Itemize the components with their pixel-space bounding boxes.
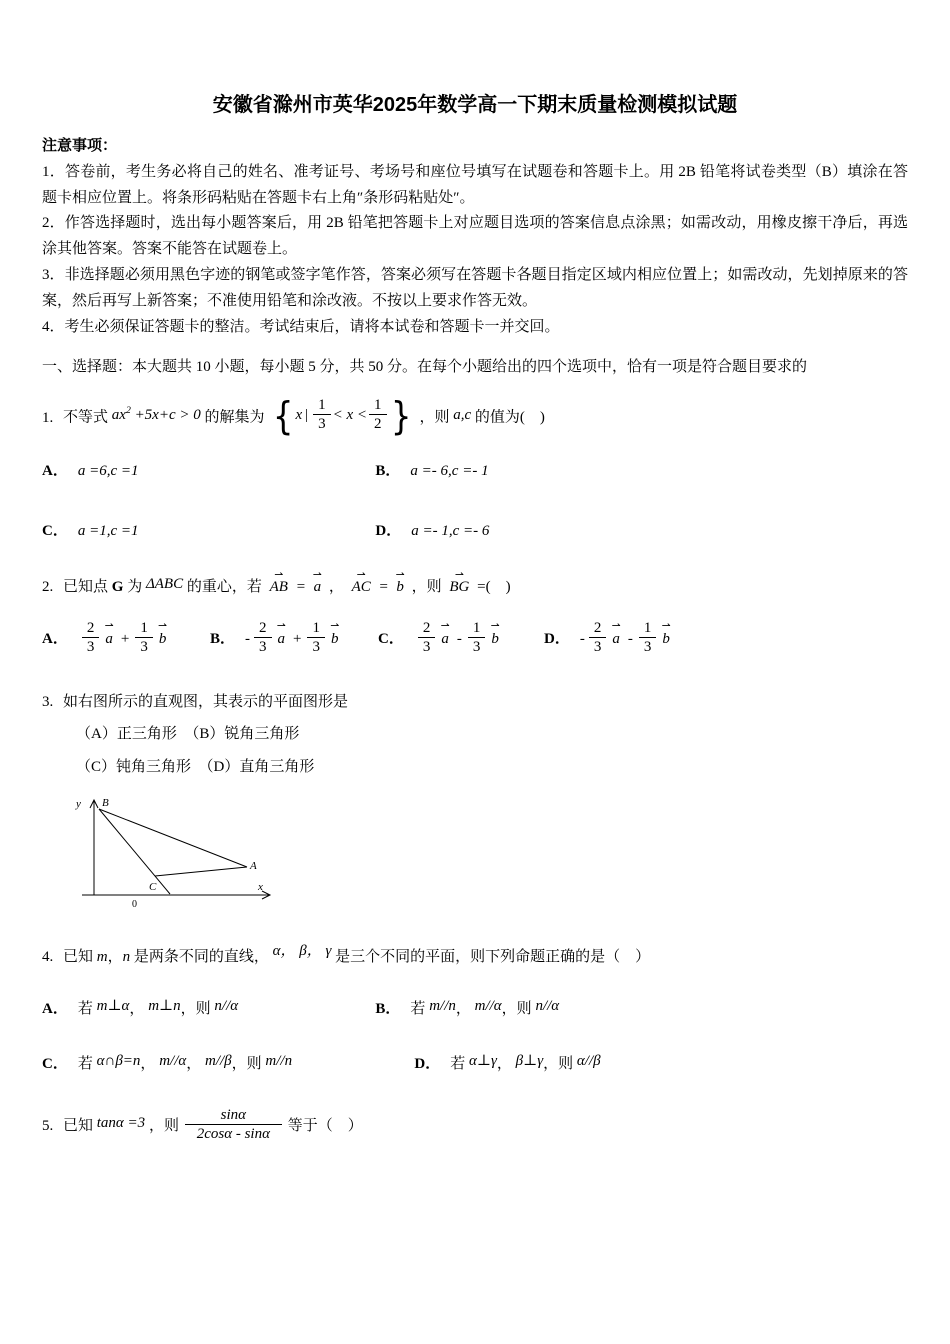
option-separator: ， [496,1056,512,1073]
fraction-numerator: 1 [135,619,153,638]
fraction-numerator: 1 [639,619,657,638]
fraction-denominator: 3 [643,638,652,655]
vector-a: a ⇀ [441,627,449,653]
fraction-denominator: 3 [312,638,320,655]
brace-open: { [273,394,294,439]
math-inequality [112,405,201,426]
math-conclusion: m//n [265,1053,293,1070]
question-5-stem [42,1108,908,1145]
math-point-g: G [111,578,124,595]
option-B [210,621,378,658]
option-separator: ， [186,1056,202,1073]
option-A [42,621,210,658]
option-A [42,997,375,1023]
equals-sign: = [295,578,306,595]
brace-close: } [390,394,411,439]
option-math: a =- 6,c =- 1 [410,463,489,480]
math-condition: α∩β=n [96,1053,141,1070]
option-separator: ， [129,1000,145,1017]
fraction-denominator: 3 [593,638,602,655]
fraction-denominator: 2cosα - sinα [196,1126,270,1143]
fraction-one-third [313,396,331,433]
fraction [254,619,272,656]
option-C [42,519,375,545]
option-separator: ，则 [543,1056,574,1073]
question-5-number: 5. [42,1118,54,1135]
option-label: C． [42,1056,68,1073]
option-separator: ， [455,1000,471,1017]
fraction [639,619,657,656]
math-condition: m⊥α [96,997,130,1014]
question-1-number: 1. [42,409,54,426]
math-condition: m//α [159,1053,187,1070]
axis-label-x: x [258,880,263,893]
question-4-text-end: 是三个不同的平面，则下列命题正确的是（ ） [335,948,651,965]
fraction-numerator: 2 [589,619,607,638]
vector-ac: AC ⇀ [352,575,371,601]
option-separator: ，则 [501,1000,532,1017]
sign: - [245,630,251,647]
oblique-drawing-diagram [42,793,282,915]
option-label: A． [42,463,68,480]
question-2-text: 为 [127,578,143,595]
question-4-number: 4. [42,948,54,965]
fraction [307,619,325,656]
notice-item-4: 4．考生必须保证答题卡的整洁。考试结束后，请将本试卷和答题卡一并交回。 [42,318,560,335]
option-label: C． [378,630,404,647]
notice-header: 注意事项： [42,138,118,154]
fraction [82,619,100,656]
section-heading: 一、选择题：本大题共 10 小题，每小题 5 分，共 50 分。在每个小题给出的四个选项中，恰有一项是符合题目要求的 [42,359,808,376]
math-triangle-abc: ΔABC [145,575,184,592]
fraction-numerator: 1 [369,396,387,415]
vector-a: a ⇀ [314,575,322,601]
operator: - [627,630,633,647]
fraction-numerator: sinα [185,1106,282,1125]
vector-b: b ⇀ [331,627,339,653]
math-line-n: n [122,948,131,965]
question-2 [42,575,908,658]
question-4-text: 是两条不同的直线， [133,948,269,965]
option-separator: ，则 [180,1000,211,1017]
fraction-denominator: 2 [374,415,382,432]
math-solution-set [271,394,412,439]
question-5-text-end: 等于（ ） [287,1118,363,1135]
question-1-text-then: ，则 [419,409,450,426]
question-2-stem [42,575,908,601]
equals-sign: = [378,578,389,595]
question-5 [42,1108,908,1145]
operator: + [293,630,302,647]
question-2-number: 2. [42,578,54,595]
question-1 [42,394,908,545]
vector-b: b ⇀ [159,627,167,653]
option-B [375,997,908,1023]
option-text: 若 [450,1056,466,1073]
option-A [42,459,375,485]
axis-label-y: y [76,797,81,810]
question-3-number: 3. [42,693,54,710]
option-label: D． [544,630,570,647]
comma: ， [328,578,344,595]
fraction-denominator: 3 [140,638,148,655]
notice-item-3: 3．非选择题必须用黑色字迹的钢笔或签字笔作答，答案必须写在答题卡各题目指定区域内相应位置上；如需改动，先划掉原来的答案，然后再写上新答案；不准使用铅笔和涂改液。不按以上要求作答无效。 [42,266,908,309]
math-condition: m//α [474,997,502,1014]
question-2-text: ，则 [411,578,442,595]
operator: - [456,630,462,647]
poly-rest: +5x+c > 0 [130,406,201,423]
fraction-denominator: 3 [86,638,95,655]
option-C [378,621,544,658]
fraction-denominator: 3 [472,638,481,655]
question-1-options [42,459,908,545]
fraction [468,619,486,656]
question-3-text: 如右图所示的直观图，其表示的平面图形是 [63,693,349,710]
option-math: a =6,c =1 [77,463,139,480]
question-1-text-end: 的值为( ) [474,409,545,426]
vector-ab: AB ⇀ [270,575,288,601]
question-4 [42,942,908,1078]
option-label: D． [375,522,402,539]
sign: - [579,630,585,647]
math-fraction-sin-cos [185,1106,282,1143]
math-planes-greek: α， β， γ [272,942,332,959]
question-2-text: 的重心，若 [186,578,262,595]
fraction-numerator: 1 [307,619,325,638]
math-conclusion: α//β [576,1053,601,1070]
option-math: a =1,c =1 [77,522,139,539]
page-title: 安徽省滁州市英华2025年数学高一下期末质量检测模拟试题 [212,94,738,116]
operator: + [120,630,130,647]
vertex-label-a: A [250,859,257,872]
vector-b: b ⇀ [662,627,670,653]
question-2-text-end: =( ) [477,578,511,595]
math-condition: α⊥γ [468,1053,497,1070]
option-separator: ，则 [231,1056,262,1073]
set-bar: | [305,407,309,424]
option-label: A． [42,1000,68,1017]
question-1-text-mid: 的解集为 [204,409,265,426]
question-5-text: 已知 [63,1118,94,1135]
notice-item-2: 2．作答选择题时，选出每小题答案后，用 2B 铅笔把答题卡上对应题目选项的答案信息点涂黑；如需改动，用橡皮擦干净后，再选涂其他答案。答案不能答在试题卷上。 [42,215,908,258]
set-variable: x [295,407,303,424]
option-separator: ， [140,1056,156,1073]
fraction-denominator: 3 [422,638,431,655]
question-4-options-row-1 [42,997,908,1023]
fraction-numerator: 2 [254,619,272,638]
fraction-denominator: 3 [318,415,326,432]
vector-a: a ⇀ [105,627,113,653]
option-B [375,459,908,485]
fraction-numerator: 2 [82,619,100,638]
vertex-label-c: C [149,880,157,893]
option-C [42,1052,414,1078]
fraction-numerator: 1 [313,396,331,415]
math-tan-expression: tanα =3 [96,1115,146,1132]
question-3-stem [42,690,908,716]
option-D [375,519,908,545]
fraction-numerator: 2 [418,619,436,638]
option-label: B． [375,463,401,480]
question-3-options-line-1: （A）正三角形 （B）锐角三角形 [76,726,300,743]
option-text: 若 [77,1000,93,1017]
vector-a: a ⇀ [612,627,620,653]
vector-b: b ⇀ [491,627,499,653]
option-label: D． [414,1056,441,1073]
comma: ， [107,948,123,965]
question-2-text: 已知点 [63,578,109,595]
question-4-stem [42,942,908,971]
math-conclusion: n//α [214,997,239,1014]
poly-base: ax [111,406,126,423]
math-condition: β⊥γ [515,1053,544,1070]
fraction [135,619,153,656]
notice-item-1: 1．答卷前，考生务必将自己的姓名、准考证号、考场号和座位号填写在试题卷和答题卡上。用 2B 铅笔将试卷类型（B）填涂在答题卡相应位置上。将条形码粘贴在答题卡右上角″条形码粘贴处″。 [42,163,908,206]
fraction [418,619,436,656]
vector-b: b ⇀ [396,575,404,601]
diagram-container [42,793,908,925]
question-1-stem [42,394,908,439]
option-text: 若 [77,1056,93,1073]
math-line-m: m [96,948,108,965]
poly-exponent: 2 [125,404,131,416]
option-math: a =- 1,c =- 6 [411,522,490,539]
vertex-label-b: B [102,796,109,809]
question-1-text-pre: 不等式 [63,409,109,426]
option-label: B． [210,630,236,647]
option-D [544,621,908,658]
question-3-options-line-2: （C）钝角三角形 （D）直角三角形 [76,759,315,776]
fraction-numerator: 1 [468,619,486,638]
math-condition: m⊥n [148,997,181,1014]
option-label: C． [42,522,68,539]
inequality-middle: < x < [332,407,368,424]
vector-bg: BG ⇀ [449,575,469,601]
question-5-text: ，则 [148,1118,179,1135]
option-D [414,1052,908,1078]
option-label: A． [42,630,68,647]
origin-label: 0 [132,898,137,910]
fraction-one-half [369,396,387,433]
fraction [589,619,607,656]
question-2-options [42,621,908,658]
option-label: B． [375,1000,401,1017]
option-text: 若 [410,1000,426,1017]
math-conclusion: n//α [535,997,560,1014]
question-3 [42,690,908,925]
question-4-options-row-2 [42,1052,908,1078]
fraction-denominator: 3 [259,638,267,655]
vector-a: a ⇀ [278,627,286,653]
math-condition: m//n [429,997,456,1014]
math-condition: m//β [205,1053,232,1070]
question-4-text: 已知 [63,948,94,965]
math-variables-ac: a,c [453,406,472,423]
